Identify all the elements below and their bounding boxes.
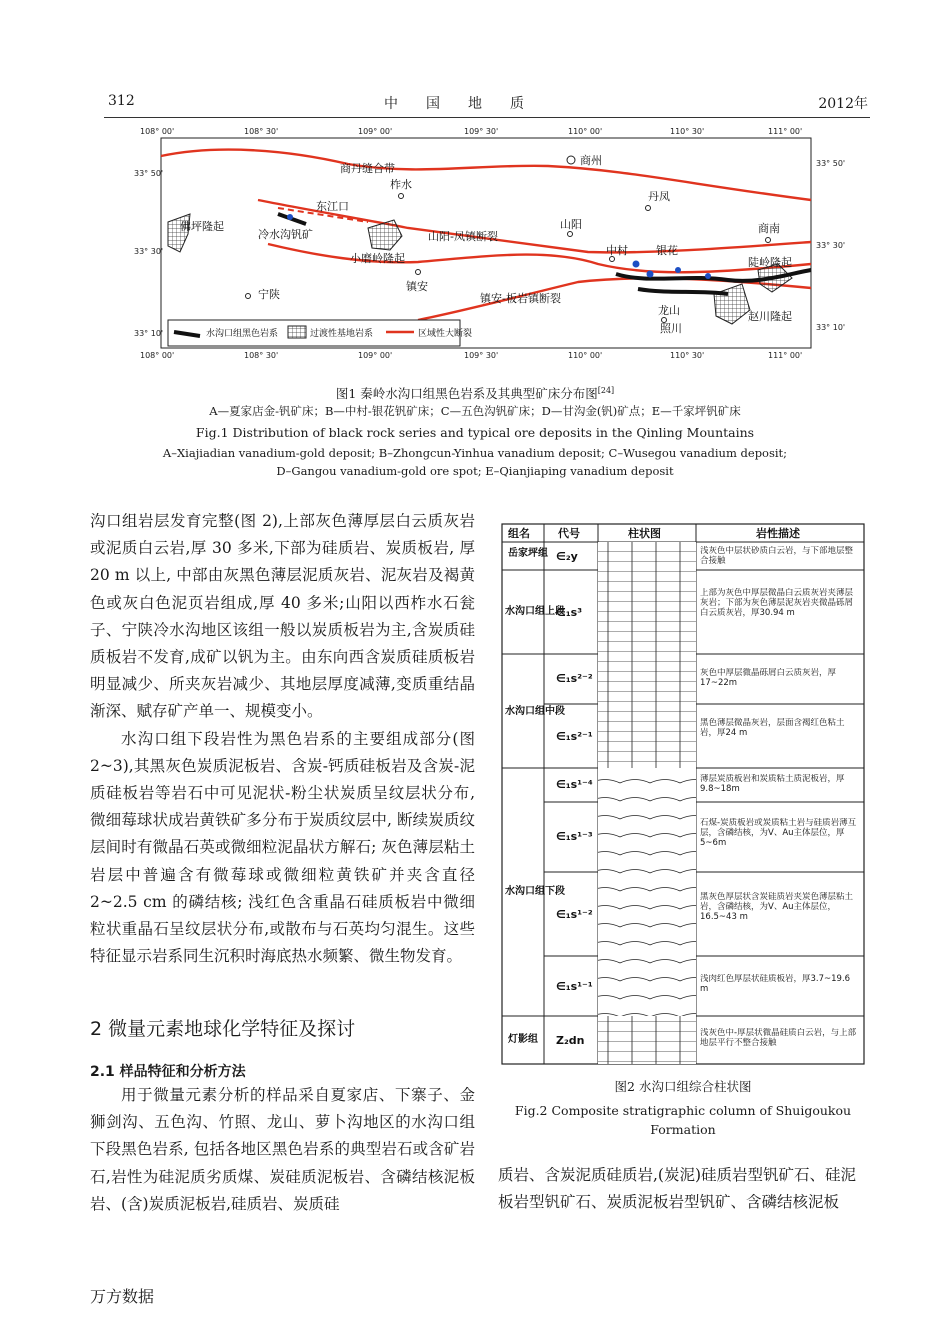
strat-code: ∈₁s³ — [556, 606, 583, 619]
label-shangnan: 商南 — [758, 222, 780, 235]
figure2-caption-en2: Formation — [650, 1122, 716, 1137]
ore-point — [647, 271, 654, 278]
map-frame — [161, 138, 811, 348]
label-luling: 陡岭隆起 — [748, 256, 792, 269]
desc: 黑灰色厚层状含炭硅质岩夹炭色薄层粘土岩，含磷结核，为V、Au主体层位，16.5~43 m — [700, 892, 854, 922]
lon-label: 108° 00' — [140, 351, 175, 360]
lon-label: 110° 00' — [568, 127, 603, 136]
header-group: 组名 — [508, 527, 530, 540]
town-marker — [610, 257, 615, 262]
journal-title: 中国地质 — [384, 96, 552, 112]
footer-watermark: 万方数据 — [90, 1287, 155, 1306]
label-zhashui: 柞水 — [390, 178, 412, 191]
label-zhenban-fault: 镇安-板岩镇断裂 — [480, 292, 561, 305]
litho-fill — [598, 542, 696, 654]
town-marker — [568, 232, 573, 237]
figure2-caption-cn: 图2 水沟口组综合柱状图 — [614, 1079, 752, 1094]
lat-label: 33° 10' — [816, 323, 846, 332]
ore-point — [675, 267, 681, 273]
strat-code: ∈₁s¹⁻¹ — [556, 980, 593, 993]
lat-label: 33° 30' — [816, 241, 846, 250]
label-longshan: 龙山 — [658, 304, 680, 317]
figure2-column — [500, 522, 866, 1072]
lon-label: 111° 00' — [768, 127, 803, 136]
label-lengshuigou: 冷水沟钒矿 — [258, 228, 313, 241]
legend-fault: 区域性大断裂 — [418, 329, 473, 339]
litho-fill — [598, 1016, 696, 1064]
paragraph: 水沟口组下段岩性为黑色岩系的主要组成部分(图 2~3),其黑灰色炭质泥板岩、含炭-钙质硅板岩及含炭-泥质硅板岩等岩石中可见泥状-粉尘状炭质呈纹层状分布, 微细莓球状成岩黄铁矿多分布于炭质纹层中, 断续炭质纹层间时有微晶石英或微细粒泥晶状方解石; 灰色薄层粘土岩层中普遍含有微莓球或微细粒黄铁矿并夹含直径 2~2.5 cm 的磷结核; 浅红色含重晶石硅质板岩中微细粒状重晶石呈纹层状分布,或散布与石英均匀混生。这些特征显示岩系同生沉积时海底热水频繁、微生物发育。 — [90, 729, 475, 966]
town-marker — [567, 156, 575, 164]
fault-line — [161, 150, 811, 200]
paragraph: 沟口组岩层发育完整(图 2),上部灰色薄厚层白云质灰岩或泥质白云岩,厚 30 多米,下部为硅质岩、炭质板岩, 厚 20 m 以上, 中部由灰黑色薄层泥质灰岩、泥灰岩及褐黄色或灰白色泥页岩组成,厚 40 多米;山阳以西柞水石瓮子、宁陕冷水沟地区该组一般以炭质板岩为主,含炭质硅质板岩不发育,成矿以钒为主。由东向西含炭质硅质板岩明显减少、所夹灰岩减少、其地层厚度减薄,变质重结晶渐深、赋存矿产单一、规模变小。 — [90, 512, 475, 721]
figure2-caption-en1: Fig.2 Composite stratigraphic column of Shuigoukou — [514, 1103, 852, 1118]
label-foping: 佛坪隆起 — [180, 220, 224, 233]
label-dongjiangkou: 东江口 — [316, 200, 349, 213]
desc: 灰色中厚层微晶砾屑白云质灰岩，厚17~22m — [700, 668, 837, 688]
desc: 浅灰色中层状砂质白云岩，与下部地层整合接触 — [700, 546, 854, 566]
desc: 上部为灰色中厚层微晶白云质灰岩夹薄层灰岩；下部为灰色薄层泥灰岩夹微晶砾屑白云质灰岩，厚30.94 m — [700, 588, 854, 618]
figure1-caption-cn: 图1 秦岭水沟口组黑色岩系及其典型矿床分布图[24] — [335, 386, 615, 402]
section-heading-2-1: 2.1 样品特征和分析方法 — [90, 1064, 246, 1080]
figure1-caption-en: Fig.1 Distribution of black rock series and typical ore deposits in the Qinling Mountains — [195, 425, 755, 440]
lat-label: 33° 10' — [134, 329, 164, 338]
lat-label: 33° 50' — [134, 169, 164, 178]
header-column: 柱状图 — [628, 527, 661, 540]
town-marker — [246, 294, 251, 299]
figure1-map — [128, 124, 848, 374]
group-middle: 水沟口组中段 — [505, 706, 565, 717]
label-xiaomoling: 小磨岭隆起 — [350, 252, 405, 265]
lon-label: 110° 00' — [568, 351, 603, 360]
lon-label: 111° 00' — [768, 351, 803, 360]
town-marker — [646, 206, 651, 211]
desc: 浅肉红色厚层状硅质板岩，厚3.7~19.6 m — [700, 974, 851, 994]
legend-black-rock: 水沟口组黑色岩系 — [206, 329, 279, 339]
label-zhenan: 镇安 — [406, 280, 428, 293]
lon-label: 108° 00' — [140, 127, 175, 136]
group-lower: 水沟口组下段 — [505, 886, 565, 897]
label-shanyang: 山阳 — [560, 218, 582, 231]
desc: 石煤-炭质板岩或炭质粘土岩与硅质岩薄互层，含磷结核，为V、Au主体层位，厚5~6m — [700, 818, 857, 848]
paragraph: 用于微量元素分析的样品采自夏家店、下寨子、金狮剑沟、五色沟、竹照、龙山、萝卜沟地区的水沟口组下段黑色岩系, 包括各地区黑色岩系的典型岩石或含矿岩石,岩性为硅泥质劣质煤、炭硅质泥板岩、含磷结核泥板岩、(含)炭质泥板岩,硅质岩、炭质硅 — [90, 1086, 475, 1213]
lon-label: 110° 30' — [670, 127, 705, 136]
label-ningshan: 宁陕 — [258, 288, 280, 301]
header-desc: 岩性描述 — [756, 527, 800, 540]
label-zhaochuan: 照川 — [660, 322, 682, 335]
right-column-text: 质岩、含炭泥质硅质岩,(炭泥)硅质岩型钒矿石、硅泥板岩型钒矿石、炭质泥板岩型钒矿、含磷结核泥板 — [498, 1166, 857, 1211]
lat-label: 33° 50' — [816, 159, 846, 168]
lon-label: 108° 30' — [244, 127, 279, 136]
ore-point — [633, 261, 640, 268]
desc: 浅灰色中-厚层状微晶硅质白云岩，与上部地层平行不整合接触 — [700, 1028, 857, 1048]
uplift-xiaomoling — [368, 220, 402, 250]
strat-code: ∈₁s²⁻² — [556, 672, 593, 685]
label-yinhua: 银花 — [656, 244, 678, 257]
lon-label: 109° 30' — [464, 127, 499, 136]
label-shangdan: 商丹缝合带 — [340, 162, 395, 175]
litho-fill — [598, 768, 696, 1016]
label-shanyang-fault: 山阳-凤镇断裂 — [428, 230, 498, 243]
group-dengying: 灯影组 — [508, 1034, 538, 1045]
town-marker — [416, 270, 421, 275]
strat-code: Z₂dn — [556, 1034, 585, 1047]
lon-label: 109° 00' — [358, 127, 393, 136]
strat-code: ∈₁s¹⁻³ — [556, 830, 593, 843]
strat-code: ∈₁s¹⁻² — [556, 908, 593, 921]
strat-code: ∈₂y — [556, 550, 578, 563]
label-zhongcun: 中村 — [606, 244, 628, 257]
strat-code: ∈₁s²⁻¹ — [556, 730, 593, 743]
strat-code: ∈₁s¹⁻⁴ — [556, 778, 593, 791]
group-yuejiaping: 岳家坪组 — [508, 548, 548, 559]
ore-point — [287, 214, 293, 220]
ore-point — [705, 273, 711, 279]
town-marker — [766, 238, 771, 243]
desc: 薄层炭质板岩和炭质粘土质泥板岩，厚9.8~18m — [700, 774, 845, 794]
label-danfeng: 丹凤 — [648, 190, 670, 203]
legend-basement-symbol — [288, 326, 306, 338]
header-rule — [104, 117, 870, 118]
lon-label: 108° 30' — [244, 351, 279, 360]
label-zhaochuan-uplift: 赵川隆起 — [748, 310, 792, 323]
figure1-caption-en3: D–Gangou vanadium-gold ore spot; E–Qianjiaping vanadium deposit — [276, 464, 674, 478]
label-shangzhou: 商州 — [580, 154, 602, 167]
lat-label: 33° 30' — [134, 247, 164, 256]
section-heading-2: 2 微量元素地球化学特征及探讨 — [90, 1018, 356, 1040]
black-rock — [638, 289, 728, 294]
figure1-caption-en2: A–Xiajiadian vanadium-gold deposit; B–Zhongcun-Yinhua vanadium deposit; C–Wusegou vanadium deposit; — [162, 446, 788, 460]
lon-label: 109° 00' — [358, 351, 393, 360]
litho-fill — [598, 654, 696, 768]
lon-label: 110° 30' — [670, 351, 705, 360]
left-column-text-2 — [90, 1082, 475, 1218]
desc: 黑色薄层微晶灰岩，层面含褐红色粘土岩，厚24 m — [700, 718, 845, 738]
town-marker — [399, 194, 404, 199]
left-column-text — [90, 508, 475, 986]
header-code: 代号 — [558, 527, 580, 540]
journal-year: 2012年 — [818, 96, 868, 112]
figure1-caption-cn2: A—夏家店金-钒矿床；B—中村-银花钒矿床；C—五色沟钒矿床；D—甘沟金(钒)矿点；E—千家坪钒矿床 — [209, 404, 741, 418]
page-number: 312 — [108, 93, 135, 109]
legend-basement: 过渡性基地岩系 — [310, 329, 374, 339]
uplift-zhaochuan — [714, 284, 750, 324]
lon-label: 109° 30' — [464, 351, 499, 360]
group-upper: 水沟口组上段 — [505, 606, 565, 617]
